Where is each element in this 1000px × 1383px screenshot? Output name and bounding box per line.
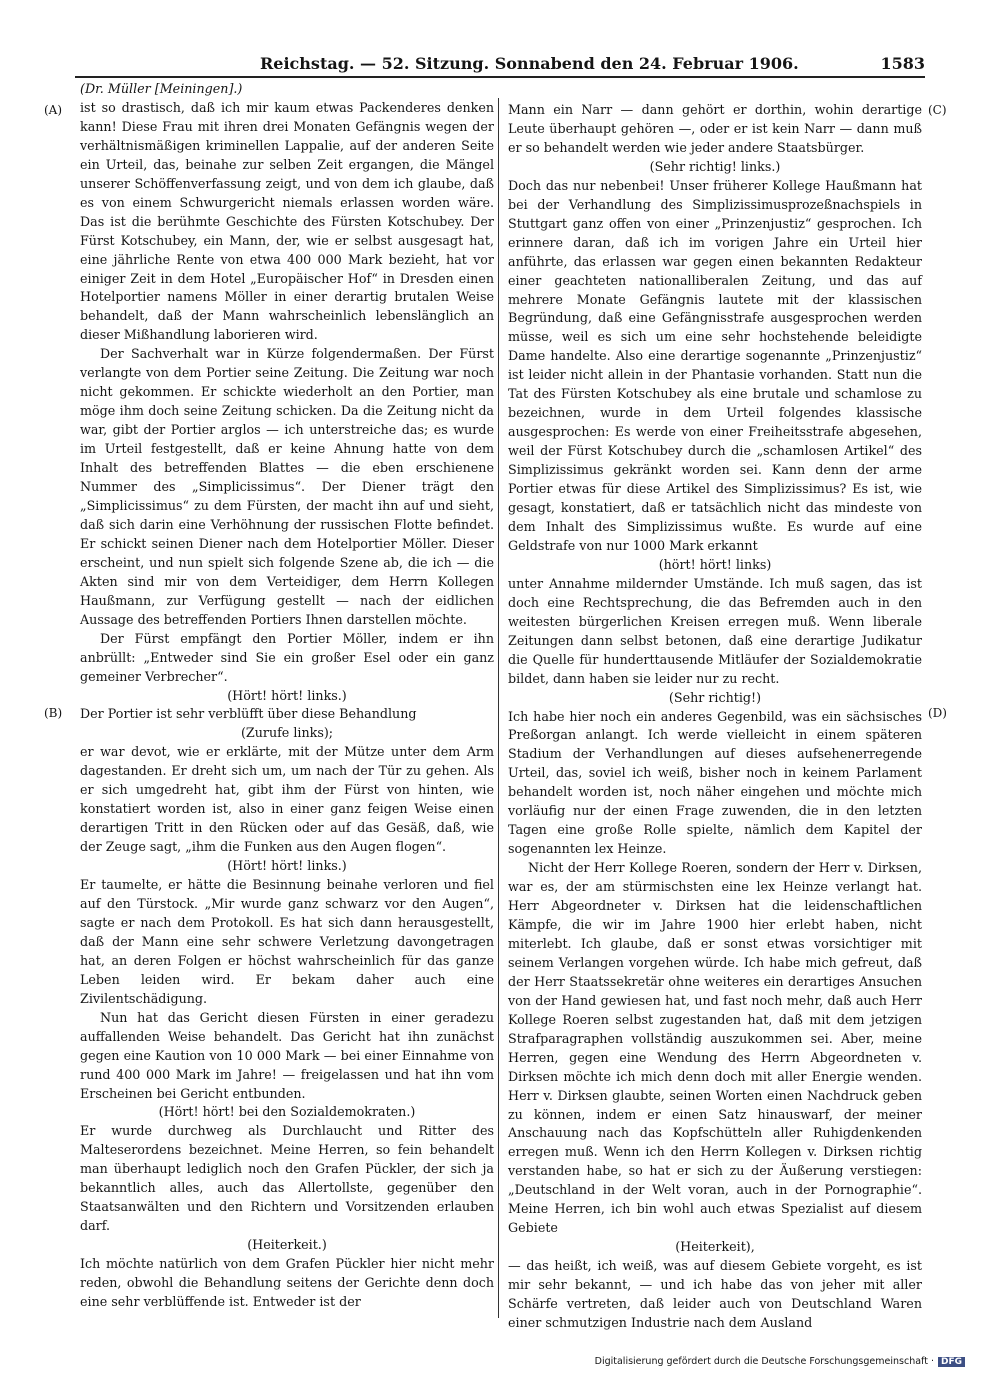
interjection: (hört! hört! links) (658, 556, 772, 572)
margin-mark-b: (B) (44, 706, 63, 720)
right-column (508, 101, 922, 1333)
page-number: 1583 (880, 54, 925, 73)
margin-mark-d: (D) (928, 706, 947, 720)
interjection: (Sehr richtig! links.) (649, 158, 781, 174)
speaker-line: (Dr. Müller [Meiningen].) (80, 81, 243, 96)
paragraph: Ich möchte natürlich von dem Grafen Pückler hier nicht mehr reden, obwohl die Behandlung seitens der Gerichte denn doch eine sehr verblüffende ist. Entweder ist der (80, 1256, 494, 1309)
margin-mark-a: (A) (44, 103, 63, 117)
interjection: (Hört! hört! bei den Sozialdemokraten.) (158, 1104, 416, 1120)
interjection: (Zurufe links); (240, 725, 334, 741)
paragraph: Der Fürst empfängt den Portier Möller, indem er ihn anbrüllt: „Entweder sind Sie ein großer Esel oder ein ganz gemeiner Verbrecher“. (80, 630, 494, 684)
paragraph: Der Sachverhalt war in Kürze folgendermaßen. Der Fürst verlangte von dem Portier seine Zeitung. Die Zeitung war noch nicht gekommen. Er schickte wiederholt an den Portier, man möge ihm doch seine Zeitung schicken. Da die Zeitung nicht da war, gibt der Portier arglos — ich unterstreiche das; es wurde im Urteil festgestellt, daß er keine Ahnung hatte von dem Inhalt des betreffenden Blattes — die eben erschienene Nummer des „Simplicissimus“. Der Diener trägt den „Simplicissimus“ zu dem Fürsten, der macht ihn auf und sieht, daß sich darin eine Verhöhnung der russischen Flotte befindet. Er schickt seinen Diener nach dem Hotelportier Möller. Dieser erscheint, und nun spielt sich folgende Szene ab, die ich — die Akten sind mir von dem Verteidiger, dem Herrn Kollegen Haußmann, zur Verfügung gestellt — nach der eidlichen Aussage des betreffenden Portiers Ihnen darstellen möchte. (80, 346, 494, 627)
page-header (75, 52, 925, 78)
footer-credit (595, 1356, 965, 1367)
header-title: Reichstag. — 52. Sitzung. Sonnabend den 24. Februar 1906. (260, 54, 799, 73)
paragraph: Nun hat das Gericht diesen Fürsten in einer geradezu auffallenden Weise behandelt. Das Gericht hat ihn zunächst gegen eine Kaution von 10 000 Mark — bei einer Einnahme von rund 400 000 Mark im Jahre! — freigelassen und hat ihn vom Erscheinen bei Gericht entbunden. (80, 1009, 494, 1101)
header-rule (75, 76, 925, 78)
margin-mark-c: (C) (928, 103, 947, 117)
interjection: (Hört! hört! links.) (227, 858, 347, 874)
interjection: (Heiterkeit.) (247, 1237, 327, 1253)
paragraph: Mann ein Narr — dann gehört er dorthin, wohin derartige Leute überhaupt gehören —, oder er ist kein Narr — dann muß er so behandelt werden wie jeder andere Staatsbürger. (508, 102, 922, 155)
paragraph: Er taumelte, er hätte die Besinnung beinahe verloren und fiel auf den Türstock. „Mir wurde ganz schwarz vor den Augen“, sagte er nach dem Protokoll. Es hat sich dann herausgestellt, daß der Mann eine sehr schwere Verletzung davongetragen hat, an deren Folgen er höchst wahrscheinlich für das ganze Leben leiden wird. Er bekam daher auch eine Zivilentschädigung. (80, 877, 494, 1006)
paragraph: ist so drastisch, daß ich mir kaum etwas Packenderes denken kann! Diese Frau mit ihren drei Monaten Gefängnis wegen der verhältnismäßigen kriminellen Lappalie, auf der anderen Seite ein Urteil, das, beinahe zur selben Zeit ergangen, die Mängel unserer Schöffenverfassung zeigt, und von dem ich glaube, daß es von einem Schwurgericht niemals erlassen worden wäre. Das ist die berühmte Geschichte des Fürsten Kotschubey. Der Fürst Kotschubey, ein Mann, der, wie er selbst ausgesagt hat, eine jährliche Rente von etwa 400 000 Mark bezieht, hat vor einiger Zeit in dem Hotel „Europäischer Hof“ in Dresden einen Hotelportier namens Möller in einer derartig brutalen Weise behandelt, daß der Mann wahrscheinlich lebenslänglich an dieser Mißhandlung laborieren wird. (80, 99, 494, 343)
interjection: (Sehr richtig!) (668, 689, 762, 705)
dfg-logo: DFG (938, 1357, 965, 1367)
paragraph: Nicht der Herr Kollege Roeren, sondern der Herr v. Dirksen, war es, der am stürmischsten eine lex Heinze verlangt hat. Herr Abgeordneter v. Dirksen hat die leidenschaftlichen Kämpfe, die wir im Jahre 1900 hier erlebt haben, nicht miterlebt. Ich glaube, daß er sonst etwas vorsichtiger mit seinem Verlangen vorgehen würde. Ich habe mich gefreut, daß der Herr Staatssekretär ohne weiteres ein derartiges Ansuchen von der Hand gewiesen hat, und fast noch mehr, daß auch Herr Kollege Roeren selbst zugestanden hat, daß mit dem jetzigen Strafparagraphen vollständig auszukommen sei. Aber, meine Herren, gegen eine Wendung des Herrn Abgeordneten v. Dirksen möchte ich mich denn doch mit aller Energie wenden. Herr v. Dirksen glaubte, seinen Worten einen Nachdruck geben zu können, indem er einen Satz hinauswarf, der meiner Anschauung nach das Kopfschütteln aller Ruhigdenkenden erregen muß. Wenn ich den Herrn Kollegen v. Dirksen richtig verstanden habe, so hat er sich zu der Äußerung verstiegen: „Deutschland in der Welt voran, auch in der Pornographie“. Meine Herren, ich bin wohl auch etwas Spezialist auf diesem Gebiete (508, 860, 922, 1236)
paragraph: er war devot, wie er erklärte, mit der Mütze unter dem Arm dagestanden. Er dreht sich um, um nach der Tür zu gehen. Als er sich umgedreht hat, gibt ihm der Fürst von hinten, wie konstatiert worden ist, also in einer ganz feigen Weise einen derartigen Tritt in den Rücken oder auf das Gesäß, daß, wie der Zeuge sagt, „ihm die Funken aus den Augen flogen“. (80, 744, 494, 855)
paragraph: unter Annahme mildernder Umstände. Ich muß sagen, das ist doch eine Rechtsprechung, die das Befremden auch in den weitesten bürgerlichen Kreisen erregen muß. Wenn liberale Zeitungen dann selbst betonen, daß eine derartige Judikatur die Quelle für hunderttausende Mitläufer der Sozialdemokratie bildet, dann haben sie leider nur zu recht. (508, 575, 922, 686)
paragraph: Der Portier ist sehr verblüfft über diese Behandlung (80, 706, 417, 722)
left-column (80, 80, 494, 1312)
paragraph: Ich habe hier noch ein anderes Gegenbild, was ein sächsisches Preßorgan anlangt. Ich werde vielleicht in einem späteren Stadium der Verhandlungen auf dieses aufsehenerregende Urteil, das, soviel ich weiß, bisher noch in keinem Parlament behandelt worden ist, noch näher eingehen und möchte mich vorläufig nur der einen Frage zuwenden, die in den letzten Tagen eine große Rolle spielte, nämlich dem Kapitel der sogenannten lex Heinze. (508, 708, 922, 857)
paragraph: Er wurde durchweg als Durchlaucht und Ritter des Malteserordens bezeichnet. Meine Herren, so fein behandelt man überhaupt lediglich noch den Grafen Pückler, der sich ja bekanntlich alles, auch das Allertollste, gegenüber den Staatsanwälten und den Richtern und Vorsitzenden erlauben darf. (80, 1123, 494, 1234)
footer-text: Digitalisierung gefördert durch die Deutsche Forschungsgemeinschaft · (594, 1356, 934, 1367)
column-divider (498, 98, 499, 1318)
interjection: (Heiterkeit), (675, 1239, 755, 1255)
paragraph: Doch das nur nebenbei! Unser früherer Kollege Haußmann hat bei der Verhandlung des Simplizissimusprozeßnachspiels in Stuttgart ganz offen von einer „Prinzenjustiz“ gesprochen. Ich erinnere daran, daß ich im vorigen Jahre ein Urteil hier anführte, das erlassen war gegen einen bekannten Redakteur einer geachteten nationalliberalen Zeitung, und das auf mehrere Monate Gefängnis lautete mit der klassischen Begründung, daß eine Gefängnisstrafe ausgesprochen werden müsse, weil es sich um eine sehr hochstehende beleidigte Dame handelte. Also eine derartige sogenannte „Prinzenjustiz“ ist leider nicht allein in der Phantasie vorhanden. Statt nun die Tat des Fürsten Kotschubey als eine brutale und schamlose zu bezeichnen, wurde in dem Urteil folgendes klassische ausgesprochen: Es werde von einer Freiheitsstrafe abgesehen, weil der Fürst Kotschubey durch die „schamlosen Artikel“ des Simplizissimus gekränkt worden sei. Kann denn der arme Portier etwas für diese Artikel des Simplizissimus? Es ist, wie gesagt, konstatiert, daß er tatsächlich nicht das mindeste von dem Inhalt des Simplizissimus wußte. Es wurde auf eine Geldstrafe von nur 1000 Mark erkannt (508, 177, 922, 553)
paragraph: — das heißt, ich weiß, was auf diesem Gebiete vorgeht, es ist mir sehr bekannt, — und ich habe das von jeher mit aller Schärfe vertreten, daß leider auch von Deutschland Waren einer schmutzigen Industrie nach dem Ausland (508, 1258, 922, 1330)
interjection: (Hört! hört! links.) (227, 687, 347, 703)
